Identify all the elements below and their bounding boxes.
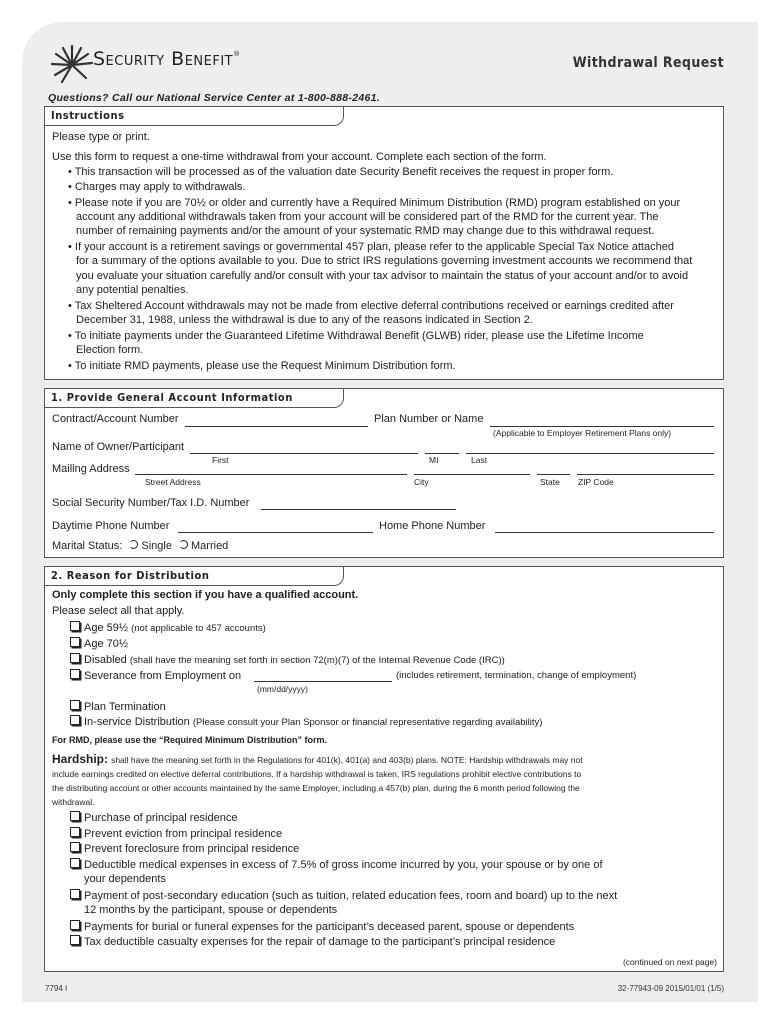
state-field[interactable] (537, 474, 570, 475)
foreclosure-label: Prevent foreclosure from principal residence (84, 843, 300, 855)
form-version: 32-77943-09 2015/01/01 (1/5) (617, 984, 724, 993)
single-label: Single (141, 540, 172, 552)
burial-label: Payments for burial or funeral expenses for the participant’s deceased parent, spouse or dependents (84, 921, 575, 933)
state-caption: State (540, 477, 560, 487)
hardship-text: withdrawal. (52, 797, 95, 807)
plan-termination-option (70, 700, 166, 713)
purchase-label: Purchase of principal residence (84, 812, 238, 824)
instruction-line: • Charges may apply to withdrawals. (68, 181, 246, 193)
education-checkbox[interactable] (70, 889, 80, 899)
inservice-note: (Please consult your Plan Sponsor or financial representative regarding availability) (192, 717, 543, 728)
instruction-line: any potential penalties. (76, 284, 189, 296)
disabled-label: Disabled (84, 654, 127, 666)
inservice-label: In-service Distribution (84, 716, 190, 728)
inservice-checkbox[interactable] (70, 715, 80, 725)
foreclosure-checkbox[interactable] (70, 842, 80, 852)
eviction-label: Prevent eviction from principal residence (84, 828, 283, 840)
single-radio[interactable] (129, 540, 138, 549)
hardship-option (70, 920, 574, 933)
medical-label-cont: your dependents (84, 873, 166, 885)
burial-checkbox[interactable] (70, 920, 80, 930)
zip-caption: ZIP Code (578, 477, 614, 487)
instruction-line: • To initiate payments under the Guaranteed Lifetime Withdrawal Benefit (GLWB) rider, please use the Lifetime Income (68, 330, 644, 342)
select-all-note: Please select all that apply. (52, 605, 185, 617)
instruction-line: • If your account is a retirement savings or governmental 457 plan, please refer to the applicable Special Tax Notice attached (68, 241, 674, 253)
instruction-line: for a summary of the options available to you. Due to strict IRS regulations governing investment accounts we recommend that (76, 255, 693, 267)
page-title: Withdrawal Request (572, 55, 724, 71)
marital-label: Marital Status: (52, 540, 123, 552)
hardship-text: the distributing account or other accounts maintained by the same Employer, including a 457(b) plan, during the 6 month period following the (52, 783, 580, 793)
instruction-line: • Tax Sheltered Account withdrawals may not be made from elective deferral contributions received or earnings credited after (68, 300, 674, 312)
hardship-option (70, 827, 282, 840)
plan-label: Plan Number or Name (374, 413, 484, 425)
owner-mi-field[interactable] (425, 453, 459, 454)
hardship-option (70, 811, 237, 824)
instruction-line: number of remaining payments and/or the amount of your systematic RMD may change due to this withdrawal request. (76, 225, 655, 237)
plan-termination-label: Plan Termination (84, 701, 166, 713)
casualty-checkbox[interactable] (70, 935, 80, 945)
instruction-line: • Please note if you are 70½ or older and currently have a Required Minimum Distribution (RMD) program established on your (68, 197, 681, 209)
severance-date-field[interactable] (254, 681, 392, 682)
instruction-line: December 31, 1988, unless the withdrawal is due to any of the reasons indicated in Section 2. (76, 314, 533, 326)
disabled-note: (shall have the meaning set forth in section 72(m)(7) of the Internal Revenue Code (IRC)) (129, 655, 505, 666)
instructions-heading: Instructions (45, 107, 344, 126)
intro-text: Use this form to request a one-time withdrawal from your account. Complete each section of the form. (52, 151, 547, 163)
hardship-option (70, 858, 603, 871)
ssn-label: Social Security Number/Tax I.D. Number (52, 497, 250, 509)
plan-name-field[interactable] (490, 426, 714, 427)
last-caption: Last (471, 455, 488, 465)
day-phone-field[interactable] (178, 532, 373, 533)
instruction-line: Election form. (76, 344, 144, 356)
age59-option (70, 621, 266, 634)
contract-number-field[interactable] (185, 426, 368, 427)
purchase-checkbox[interactable] (70, 811, 80, 821)
hardship-intro (52, 752, 583, 766)
casualty-label: Tax deductible casualty expenses for the repair of damage to the participant’s principal residence (84, 936, 556, 948)
severance-note: (includes retirement, termination, change of employment) (396, 670, 637, 681)
married-radio[interactable] (179, 540, 188, 549)
plan-termination-checkbox[interactable] (70, 700, 80, 710)
rmd-note: For RMD, please use the “Required Minimum Distribution” form. (52, 735, 328, 745)
hardship-option (70, 935, 555, 948)
street-caption: Street Address (145, 477, 201, 487)
instruction-line: • This transaction will be processed as of the valuation date Security Benefit receives the request in proper form. (68, 166, 614, 178)
severance-option (70, 669, 241, 682)
inservice-option (70, 715, 542, 728)
age59-checkbox[interactable] (70, 621, 80, 631)
age59-note: (not applicable to 457 accounts) (131, 623, 266, 634)
contract-label: Contract/Account Number (52, 413, 179, 425)
date-format-caption: (mm/dd/yyyy) (257, 684, 308, 694)
section-1-box (44, 388, 724, 558)
married-label: Married (191, 540, 229, 552)
age70-checkbox[interactable] (70, 637, 80, 647)
disabled-option (70, 653, 505, 666)
continued-note: (continued on next page) (622, 957, 717, 967)
medical-checkbox[interactable] (70, 858, 80, 868)
section-2-heading: 2. Reason for Distribution (45, 567, 344, 586)
instruction-line: account any additional withdrawals taken from your account will be considered part of the RMD for the current year. The (76, 211, 659, 223)
section-2-box (44, 566, 724, 972)
city-caption: City (414, 477, 429, 487)
education-label: Payment of post-secondary education (such as tuition, related education fees, room and board) up to the next (84, 890, 618, 902)
medical-label: Deductible medical expenses in excess of 7.5% of gross income incurred by you, your spouse or by one of (84, 859, 603, 871)
qualified-note: Only complete this section if you have a qualified account. (52, 589, 359, 601)
hardship-label: Hardship: (52, 752, 109, 766)
zip-field[interactable] (577, 474, 714, 475)
owner-label: Name of Owner/Participant (52, 441, 185, 453)
owner-first-field[interactable] (190, 453, 418, 454)
education-label-cont: 12 months by the participant, spouse or dependents (84, 904, 338, 916)
hardship-option (70, 842, 299, 855)
day-phone-label: Daytime Phone Number (52, 520, 170, 532)
age70-label: Age 70½ (84, 638, 129, 650)
ssn-field[interactable] (261, 509, 456, 510)
city-field[interactable] (414, 474, 530, 475)
instruction-line: you evaluate your situation carefully and/or consult with your tax advisor to maintain the status of your account and/or to avoid (76, 270, 689, 282)
security-benefit-logo-icon (48, 42, 96, 88)
hardship-option (70, 889, 617, 902)
home-phone-label: Home Phone Number (379, 520, 486, 532)
mi-caption: MI (429, 455, 439, 465)
age70-option (70, 637, 128, 650)
plan-note: (Applicable to Employer Retirement Plans only) (493, 428, 672, 438)
questions-line: Questions? Call our National Service Center at 1-800-888-2461. (48, 92, 380, 104)
owner-last-field[interactable] (466, 453, 714, 454)
instructions-box (44, 106, 724, 380)
hardship-text: include earnings credited on elective deferral contributions. If a hardship withdrawal is taken, IRS regulations prohibit elective contributions to (52, 769, 582, 779)
brand-name: Security Benefit® (93, 48, 241, 70)
home-phone-field[interactable] (495, 532, 714, 533)
disabled-checkbox[interactable] (70, 653, 80, 663)
marital-status (52, 540, 228, 552)
severance-label: Severance from Employment on (84, 670, 242, 682)
instruction-line: • To initiate RMD payments, please use the Request Minimum Distribution form. (68, 360, 456, 372)
severance-checkbox[interactable] (70, 669, 80, 679)
section-1-heading: 1. Provide General Account Information (45, 389, 344, 408)
mailing-label: Mailing Address (52, 463, 130, 475)
form-number: 7794 I (45, 984, 68, 993)
hardship-text: shall have the meaning set forth in the Regulations for 401(k), 401(a) and 403(b) plans. NOTE: Hardship withdrawals may not (111, 755, 583, 765)
eviction-checkbox[interactable] (70, 827, 80, 837)
street-field[interactable] (135, 474, 407, 475)
age59-label: Age 59½ (84, 622, 129, 634)
first-caption: First (212, 455, 229, 465)
type-or-print: Please type or print. (52, 131, 150, 143)
